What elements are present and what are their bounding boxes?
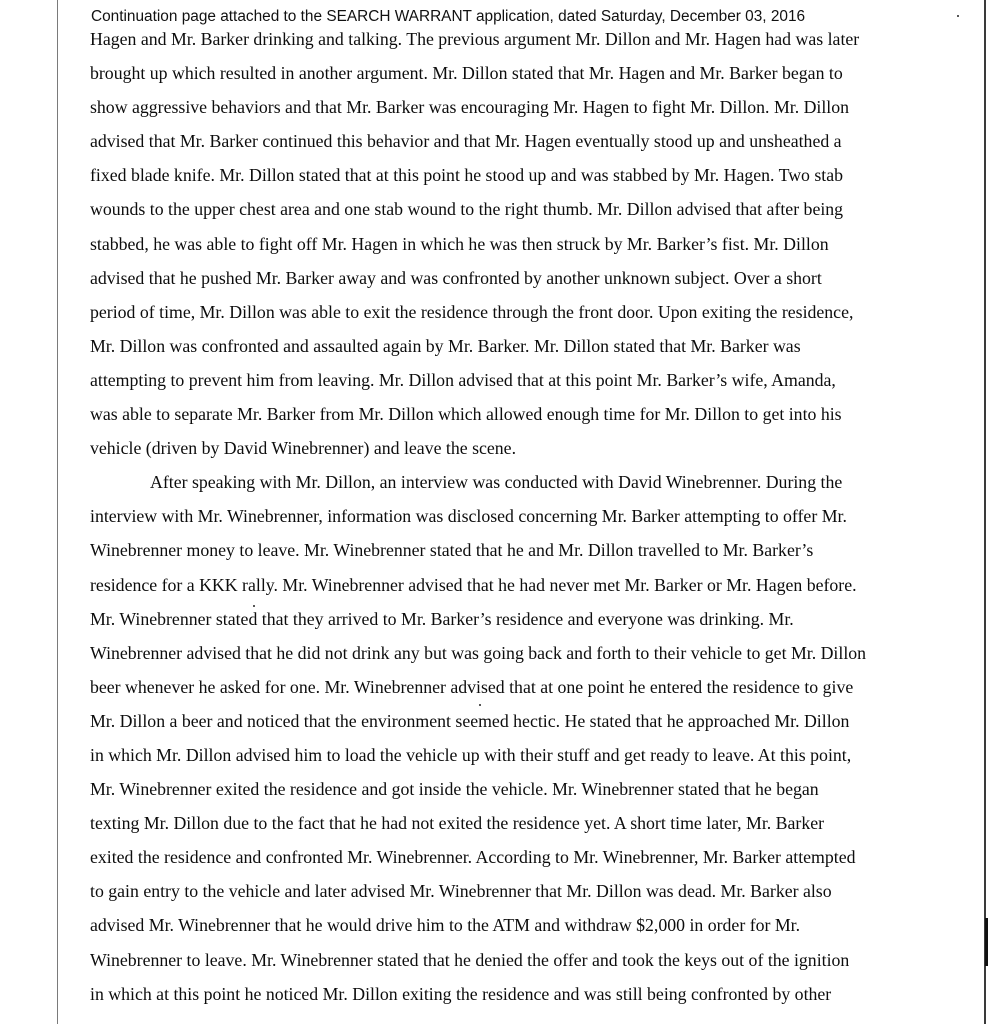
page-left-edge [57, 0, 58, 1024]
text-line: Winebrenner advised that he did not drink any but was going back and forth to their vehicle to get Mr. Dillon [90, 642, 867, 663]
text-line: fixed blade knife. Mr. Dillon stated that at this point he stood up and was stabbed by Mr. Hagen. Two stab [90, 165, 844, 186]
text-line: advised that he pushed Mr. Barker away and was confronted by another unknown subject. Over a short [90, 267, 822, 288]
text-line: Hagen and Mr. Barker drinking and talking. The previous argument Mr. Dillon and Mr. Hagen had was later [90, 29, 860, 49]
continuation-header: Continuation page attached to the SEARCH WARRANT application, dated Saturday, December 03, 2016 [91, 8, 806, 25]
text-line: period of time, Mr. Dillon was able to exit the residence through the front door. Upon exiting the residence, [90, 301, 854, 322]
text-line: exited the residence and confronted Mr. Winebrenner. According to Mr. Winebrenner, Mr. Barker attempted [90, 847, 856, 868]
text-line: in which at this point he noticed Mr. Dillon exiting the residence and was still being confronted by other [90, 983, 832, 1004]
text-line: to gain entry to the vehicle and later advised Mr. Winebrenner that Mr. Dillon was dead. Mr. Barker also [90, 881, 832, 902]
text-line: wounds to the upper chest area and one stab wound to the right thumb. Mr. Dillon advised that after being [90, 199, 844, 220]
text-line: in which Mr. Dillon advised him to load the vehicle up with their stuff and get ready to leave. At this point, [90, 744, 852, 765]
text-line: advised Mr. Winebrenner that he would drive him to the ATM and withdraw $2,000 in order for Mr. [90, 915, 801, 936]
text-line: show aggressive behaviors and that Mr. Barker was encouraging Mr. Hagen to fight Mr. Dillon. Mr. Dillon [90, 97, 850, 118]
text-line: attempting to prevent him from leaving. Mr. Dillon advised that at this point Mr. Barker’s wife, Amanda, [90, 369, 836, 390]
text-line: beer whenever he asked for one. Mr. Winebrenner advised that at one point he entered the residence to give [90, 676, 854, 697]
narrative-body [90, 22, 958, 1011]
text-line: interview with Mr. Winebrenner, information was disclosed concerning Mr. Barker attempting to offer Mr. [90, 506, 847, 527]
text-line: stabbed, he was able to fight off Mr. Hagen in which he was then struck by Mr. Barker’s fist. Mr. Dillon [90, 233, 829, 254]
text-line: was able to separate Mr. Barker from Mr. Dillon which allowed enough time for Mr. Dillon to get into his [90, 404, 842, 425]
text-line: Mr. Dillon was confronted and assaulted again by Mr. Barker. Mr. Dillon stated that Mr. Barker was [90, 335, 801, 356]
text-line: Mr. Winebrenner stated that they arrived to Mr. Barker’s residence and everyone was drinking. Mr. [90, 608, 794, 629]
text-line: residence for a KKK rally. Mr. Winebrenner advised that he had never met Mr. Barker or Mr. Hagen before. [90, 574, 857, 595]
page-right-edge [984, 0, 986, 1024]
text-line: vehicle (driven by David Winebrenner) and leave the scene. [90, 438, 517, 459]
page-right-edge-mark [985, 918, 988, 966]
text-line: Mr. Dillon a beer and noticed that the environment seemed hectic. He stated that he approached Mr. Dillon [90, 710, 850, 731]
text-line: brought up which resulted in another argument. Mr. Dillon stated that Mr. Hagen and Mr. Barker began to [90, 63, 843, 84]
text-line: Mr. Winebrenner exited the residence and got inside the vehicle. Mr. Winebrenner stated that he began [90, 779, 819, 800]
text-line: Winebrenner money to leave. Mr. Winebrenner stated that he and Mr. Dillon travelled to Mr. Barker’s [90, 540, 814, 561]
text-line: Winebrenner to leave. Mr. Winebrenner stated that he denied the offer and took the keys out of the ignition [90, 949, 850, 970]
text-line: After speaking with Mr. Dillon, an interview was conducted with David Winebrenner. During the [150, 472, 843, 493]
text-line: advised that Mr. Barker continued this behavior and that Mr. Hagen eventually stood up and unsheathed a [90, 131, 842, 152]
text-line: texting Mr. Dillon due to the fact that he had not exited the residence yet. A short time later, Mr. Barker [90, 813, 825, 834]
